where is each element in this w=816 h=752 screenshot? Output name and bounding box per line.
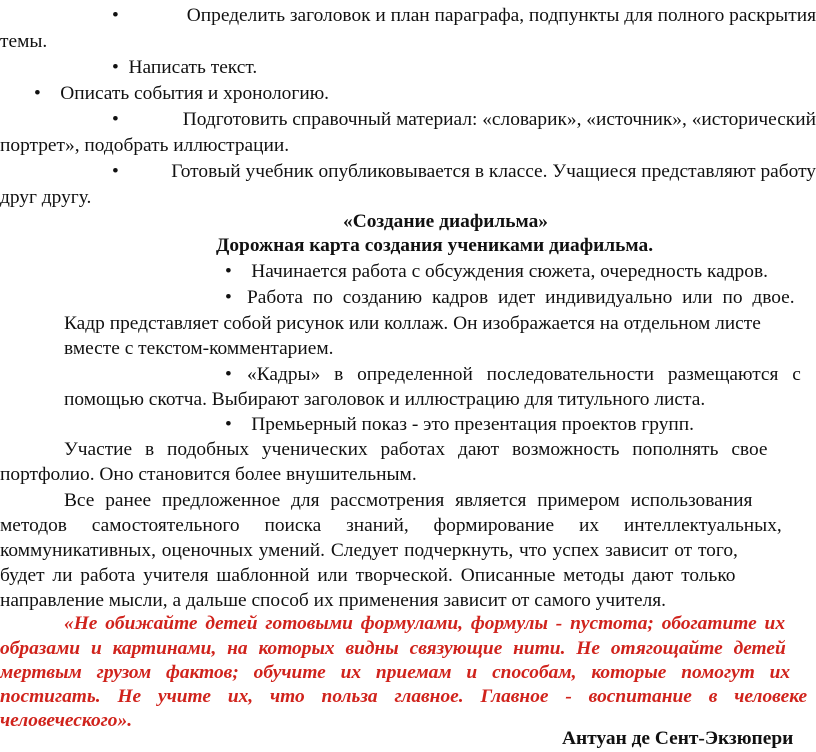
film-item-3: [225, 363, 816, 387]
film-item-2-text-wrap: [247, 286, 816, 310]
quote-author: Антуан де Сент-Экзюпери: [562, 728, 794, 749]
section-subtitle: Дорожная карта создания учениками диафильма.: [216, 235, 654, 256]
film-item-3-text: «Кадры» в определенной последовательности размещаются с: [247, 364, 801, 385]
intro-item-4-cont: портрет», подобрать иллюстрации.: [0, 135, 290, 156]
bullet: •: [112, 57, 119, 78]
quote-line4: постигать. Не учите их, что польза главное. Главное - воспитание в человеке: [0, 686, 808, 707]
para2-line2: методов самостоятельного поиска знаний, формирование их интеллектуальных,: [0, 515, 782, 536]
intro-item-1-text: Определить заголовок и план параграфа, подпункты для полного раскрытия: [186, 5, 816, 26]
para2-line1: Все ранее предложенное для рассмотрения является примером использования: [64, 490, 753, 511]
quote-line2: образами и картинами, на которых видны связующие нити. Не отягощайте детей: [0, 638, 786, 659]
para2-line5: направление мысли, а дальше способ их применения зависит от самого учителя.: [0, 590, 667, 611]
quote-line1: «Не обижайте детей готовыми формулами, формулы - пустота; обогатите их: [64, 613, 786, 634]
film-item-2-cont: Кадр представляет собой рисунок или коллаж. Он изображается на отдельном листе: [64, 313, 761, 334]
para1-line2: портфолио. Оно становится более внушительным.: [0, 464, 417, 485]
intro-item-5-text: Готовый учебник опубликовывается в классе. Учащиеся представляют работу: [171, 161, 816, 182]
film-item-1: [225, 260, 816, 284]
para2-line3: коммуникативных, оценочных умений. Следует подчеркнуть, что успех зависит от того,: [0, 540, 738, 561]
bullet: •: [112, 109, 119, 130]
bullet: •: [225, 261, 232, 282]
intro-item-1: [112, 4, 816, 28]
bullet: •: [112, 5, 119, 26]
para2-line4: будет ли работа учителя шаблонной или творческой. Описанные методы дают только: [0, 565, 736, 586]
bullet: •: [225, 414, 232, 435]
intro-item-3-text: Описать события и хронологию.: [60, 83, 330, 104]
quote-line3: мертвым грузом фактов; обучите их приемам и способам, которые помогут их: [0, 662, 791, 683]
intro-item-4-text: Подготовить справочный материал: «словарик», «источник», «исторический: [182, 109, 816, 130]
film-item-2: [225, 286, 816, 310]
intro-item-1-cont: темы.: [0, 31, 48, 52]
intro-item-5: [112, 160, 816, 184]
para1-line1: Участие в подобных ученических работах дают возможность пополнять свое: [64, 439, 768, 460]
bullet: •: [112, 161, 119, 182]
section-title: «Создание диафильма»: [343, 211, 549, 232]
intro-item-2: [112, 56, 816, 80]
intro-item-3: [34, 82, 816, 106]
bullet: •: [225, 287, 232, 308]
film-item-2-cont2: вместе с текстом-комментарием.: [64, 338, 334, 359]
film-item-1-text: Начинается работа с обсуждения сюжета, очередность кадров.: [251, 261, 768, 282]
film-item-4: [225, 413, 816, 437]
intro-item-4: [112, 108, 816, 132]
film-item-4-text: Премьерный показ - это презентация проектов групп.: [251, 414, 695, 435]
intro-item-2-text: Написать текст.: [128, 57, 258, 78]
quote-line5: человеческого».: [0, 710, 133, 731]
film-item-2-text: Работа по созданию кадров идет индивидуально или по двое.: [247, 287, 795, 308]
intro-item-5-cont: друг другу.: [0, 187, 92, 208]
film-item-3-cont: помощью скотча. Выбирают заголовок и иллюстрацию для титульного листа.: [64, 389, 706, 410]
bullet: •: [225, 364, 232, 385]
bullet: •: [34, 83, 41, 104]
